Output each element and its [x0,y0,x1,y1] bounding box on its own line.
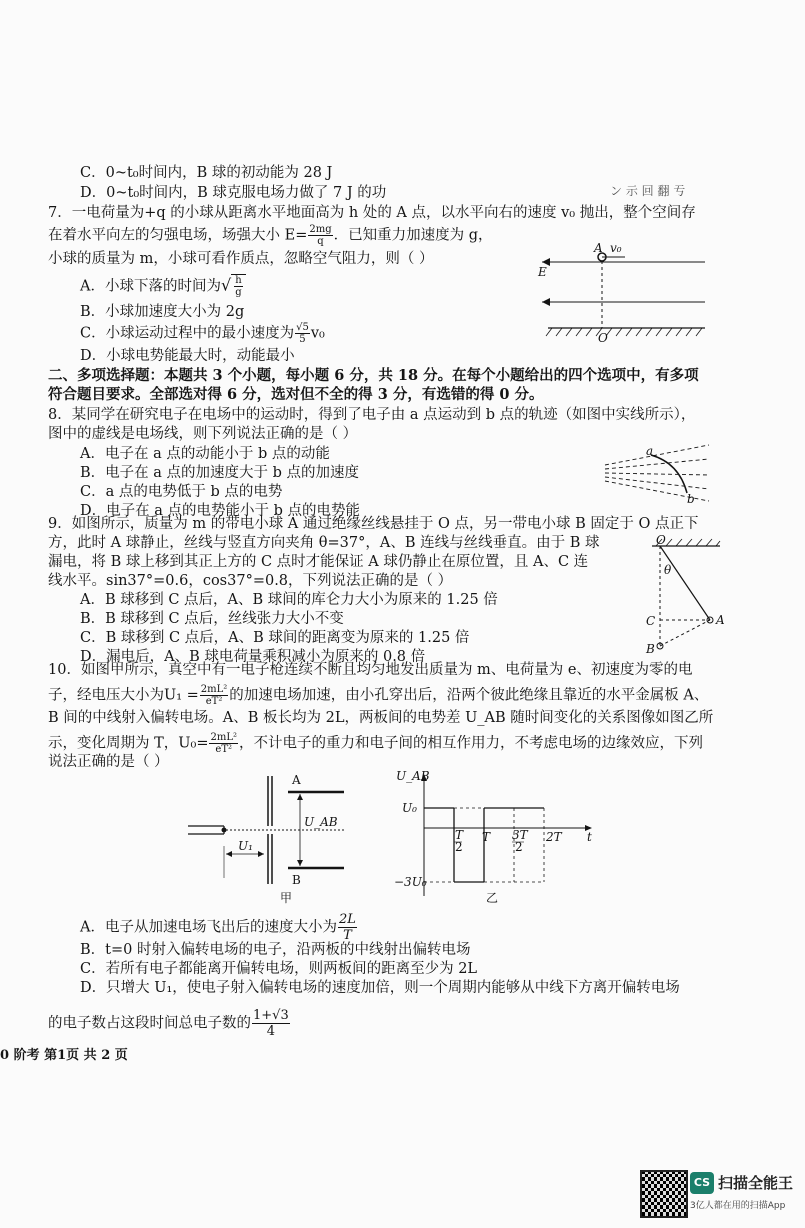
q7-option-b: B．小球加速度大小为 2g [80,304,245,320]
page-footer: 0 阶考 第1页 共 2 页 [0,1048,128,1063]
q7-figure [530,242,710,342]
q10-fig2-t3-den: 2 [515,840,523,854]
q9-option-b: B．B 球移到 C 点后，丝线张力大小不变 [80,611,344,627]
q7-fig-label-o: O [598,331,608,342]
q7-fig-label-a: A [594,242,603,255]
q9-fig-label-theta: θ [664,563,672,577]
q8-fig-label-b: b [687,492,695,503]
q8-option-c: C．a 点的电势低于 b 点的电势 [80,484,283,500]
q10-fig1-label-b: B [292,873,301,887]
q10-fig2-caption: 乙 [486,891,499,904]
q10-fig1-label-a: A [292,773,301,787]
q8-option-a: A．电子在 a 点的动能小于 b 点的动能 [80,446,330,462]
camscanner-name: 扫描全能王 [718,1174,794,1192]
q10-stem-line2: 子，经电压大小为U₁ = $\frac{\text{2mL²}}{\text{eT²}}$ 的加速电场加速，由小孔穿出后，沿两个彼此绝缘且靠近的水平金属板 A、 [48,684,709,707]
q7-stem-line2: 在着水平向左的匀强电场，场强大小 E= $\frac{2mg}{q}$ ．已知重力加速度为 g， [48,224,493,247]
q9-option-d: D．漏电后，A、B 球电荷量乘积减小为原来的 0.8 倍 [80,649,426,665]
q10-fig2-t-axis-label: t [587,830,592,844]
q8-fig-label-a: a [646,444,654,458]
q10-fig2-neg3u0: −3U₀ [394,875,427,889]
field-fraction: $\frac{2mg}{q}$ [309,224,332,247]
q10-figure-yi [394,768,594,904]
q9-stem-line3: 漏电，将 B 球上移到其正上方的 C 点时才能保证 A 球仍静止在原位置，且 A、C 连 [48,554,589,570]
q7-fig-label-v0: v₀ [610,242,622,255]
q7-option-a: A．小球下落的时间为√ $\frac{h}{g}$ [80,274,246,298]
q10-fig1-label-uab: U_AB [304,815,338,829]
q7-stem-line1: 7．一电荷量为+q 的小球从距离水平地面高为 h 处的 A 点，以水平向右的速度 v₀ 抛出，整个空间存 [48,205,696,221]
q7-option-c: C．小球运动过程中的最小速度为 $\frac{√5}{5}$ v₀ [80,322,325,345]
q9-fig-label-c: C [646,614,656,628]
q10-option-b: B．t=0 时射入偏转电场的电子，沿两板的中线射出偏转电场 [80,942,471,958]
q8-stem-line2: 图中的虚线是电场线，则下列说法正确的是（ ） [48,426,358,442]
q8-option-b: B．电子在 a 点的加速度大于 b 点的加速度 [80,465,360,481]
q8-stem-line1: 8．某同学在研究电子在电场中的运动时，得到了电子由 a 点运动到 b 点的轨迹（如图中实线所示）， [48,407,696,423]
q10-fig1-caption: 甲 [280,891,293,904]
q10-stem-line5: 说法正确的是（ ） [48,754,169,770]
q8-figure [603,443,713,503]
q6-option-d: D．0~t₀时间内，B 球克服电场力做了 7 J 的功 [80,185,387,201]
q10-fig2-t3-num: 3T [512,828,528,842]
q9-fig-label-a: A [716,613,725,627]
q7-fig-label-e: E [538,265,547,279]
q9-option-c: C．B 球移到 C 点后，A、B 球间的距离变为原来的 1.25 倍 [80,630,470,646]
q10-fig2-t-half-num: T [455,828,464,842]
q9-stem-line1: 9．如图所示，质量为 m 的带电小球 A 通过绝缘丝线悬挂于 O 点，另一带电小球 B 固定于 O 点正下 [48,516,699,532]
qr-code-icon [640,1170,688,1218]
q10-figure-jia [184,768,354,904]
corner-mark: ン 示 回 翻 亐 [610,184,686,198]
q9-figure [640,534,740,658]
section2-header-line1: 二、多项选择题：本题共 3 个小题，每小题 6 分，共 18 分。在每个小题给出的四个选项中，有多项 [48,367,699,384]
q6-option-c: C．0~t₀时间内，B 球的初动能为 28 J [80,165,333,181]
q8-option-d: D．电子在 a 点的电势能小于 b 点的电势能 [80,503,360,519]
camscanner-logo: CS [690,1172,714,1194]
q9-stem-line4: 线水平。sin37°=0.6，cos37°=0.8，下列说法正确的是（ ） [48,573,453,589]
q10-option-d-cont: 的电子数占这段时间总电子数的 $\frac{1+√3}{4}$ [48,1008,289,1039]
q10-fig2-u0: U₀ [402,801,417,815]
q10-fig1-label-u1: U₁ [238,839,253,853]
camscanner-tagline: 3亿人都在用的扫描App [690,1201,786,1211]
q10-option-c: C．若所有电子都能离开偏转电场，则两板间的距离至少为 2L [80,961,478,977]
q10-fig2-ylabel: U_AB [396,769,430,783]
q10-option-d: D．只增大 U₁，使电子射入偏转电场的速度加倍，则一个周期内能够从中线下方离开偏转电场 [80,980,680,996]
section2-header-line2: 符合题目要求。全部选对得 6 分，选对但不全的得 3 分，有选错的得 0 分。 [48,386,544,403]
q10-stem-line4: 示，变化周期为 T，U₀= $\frac{\text{2mL²}}{\text{eT²}}$ ，不计电子的重力和电子间的相互作用力，不考虑电场的边缘效应，下列 [48,732,703,755]
q10-stem-line1: 10．如图甲所示，真空中有一电子枪连续不断且均匀地发出质量为 m、电荷量为 e、初速度为零的电 [48,662,693,678]
q9-option-a: A．B 球移到 C 点后，A、B 球间的库仑力大小为原来的 1.25 倍 [80,592,498,608]
q9-fig-label-b: B [646,642,655,656]
q7-stem-line3: 小球的质量为 m，小球可看作质点，忽略空气阻力，则（ ） [48,251,434,267]
q9-fig-label-o: O [656,534,666,547]
q9-stem-line2: 方，此时 A 球静止，丝线与竖直方向夹角 θ=37°，A、B 连线与丝线垂直。由于 B 球 [48,535,600,551]
q7-option-d: D．小球电势能最大时，动能最小 [80,348,295,364]
q10-option-a: A．电子从加速电场飞出后的速度大小为 $\frac{2L}{T}$ [80,912,356,943]
q10-stem-line3: B 间的中线射入偏转电场。A、B 板长均为 2L，两板间的电势差 U_AB 随时间变化的关系图像如图乙所 [48,710,714,726]
q10-fig2-t-label: T [482,830,491,844]
q10-fig2-2t-label: 2T [546,830,562,844]
q10-fig2-t-half-den: 2 [455,840,463,854]
